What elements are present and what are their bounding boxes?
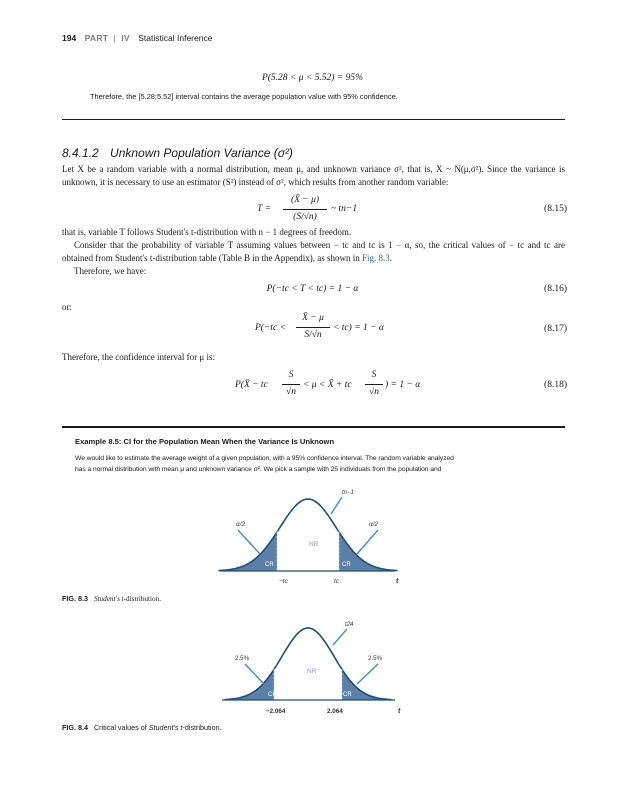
example-text-line1: We would like to estimate the average weight of a given population, with a 95% confidence interval. The random variable analyzed [75, 455, 454, 462]
paragraph-therefore: Therefore, we have: [74, 266, 147, 276]
paragraph-intro: Let X be a random variable with a normal distribution, mean μ, and unknown variance σ², that is, X ~ N(μ,σ²). Since the variance is unknown, it is necessary to use an estimator (S²) instead of σ², which results from another random variable: [62, 164, 565, 187]
equation-number-8-16: (8.16) [544, 284, 567, 294]
fig83-curve [218, 499, 397, 571]
fig84-arrow-right [357, 664, 378, 684]
eq817-fraction-bar [296, 327, 330, 328]
paragraph-confidence-interval: Therefore, the confidence interval for μ is: [62, 352, 216, 362]
fig84-caption-italic: Student's t [148, 723, 183, 732]
fig84-arrow-left [245, 664, 264, 684]
part-number: IV [121, 33, 130, 43]
eq817-numerator: X̄ − μ [302, 313, 324, 323]
critical-values-text: Consider that the probability of variable T assuming values between − tc and tc is 1 − α, so, the critical values of − tc and tc are obtained from Student's t-distribution table (Table B in the Appendix), as shown in [62, 240, 565, 263]
eq818-part3: ) = 1 − α [385, 380, 421, 390]
fig84-caption-label: FIG. 8.4 [62, 723, 88, 732]
equation-8-16: P(−tc < T < tc) = 1 − α [266, 284, 359, 294]
fig84-right-cr-label: CR [343, 692, 352, 698]
eq818-part1: P(X̄ − tc [235, 380, 268, 390]
figure-8-3 [0, 480, 625, 595]
part-label: PART [84, 33, 109, 43]
critical-values-end: . [389, 253, 392, 263]
eq815-fraction-bar [283, 209, 327, 210]
section-divider [62, 119, 565, 120]
eq815-rhs: ~ tn−1 [331, 204, 358, 214]
or-label: or: [62, 302, 72, 312]
fig-8-3-link[interactable]: Fig. 8.3 [361, 253, 390, 263]
paragraph-critical-values [62, 239, 565, 265]
fig83-right-critical-label: tc [334, 578, 340, 585]
fig83-left-critical-label: −tc [279, 578, 288, 585]
fig83-right-tail-label: α/2 [369, 521, 379, 528]
paragraph-student-t: that is, variable T follows Student's t-distribution with n − 1 degrees of freedom. [62, 227, 352, 237]
running-head [62, 33, 212, 43]
example-text-line2: has a normal distribution with mean μ and unknown variance σ². We pick a sample with 25 individuals from the population and [75, 466, 442, 473]
probability-equation: P(5.28 < μ < 5.52) = 95% [261, 73, 364, 83]
fig84-curve [225, 628, 391, 700]
equation-number-8-18: (8.18) [544, 380, 567, 390]
eq818-frac2-num: S [371, 370, 377, 380]
fig83-caption-label: FIG. 8.3 [62, 594, 88, 603]
fig83-right-cr-label: CR [342, 562, 351, 568]
fig83-caption-italic: Student's t [93, 595, 124, 603]
fig84-caption-plain: Critical values of [93, 723, 147, 732]
fig83-nr-label: NR [309, 541, 319, 548]
fig84-left-tail-label: 2.5% [235, 655, 250, 662]
section-heading [62, 146, 293, 160]
part-title: Statistical Inference [138, 33, 213, 43]
example-title: Example 8.5: CI for the Population Mean When the Variance Is Unknown [75, 437, 335, 446]
fig-8-4-caption [62, 723, 222, 732]
eq815-lhs: T = [257, 204, 271, 214]
eq817-rhs: < tc) = 1 − α [333, 323, 384, 333]
eq817-lhs: P(−tc < [255, 323, 287, 333]
fig84-nr-label: NR [307, 668, 317, 675]
figure-8-4 [0, 612, 625, 722]
fig84-caption-rest: -distribution. [182, 723, 222, 732]
equation-8-17 [255, 312, 395, 348]
fig84-right-tail-label: 2.5% [368, 655, 383, 662]
eq815-numerator: (X̄ − μ) [290, 195, 320, 205]
equation-number-8-15: (8.15) [544, 204, 567, 214]
conclusion-text: Therefore, the [5.28;5.52] interval contains the average population value with 95% confidence. [90, 92, 398, 101]
fig83-caption-rest: -distribution. [123, 595, 161, 603]
fig84-axis-label: t [398, 708, 401, 715]
eq818-frac1-bar [282, 384, 300, 385]
fig83-top-label: tn−1 [342, 490, 354, 496]
eq817-denominator: S/√n [304, 330, 322, 340]
equation-8-15 [257, 195, 397, 229]
fig83-arrow-right [357, 530, 378, 554]
eq818-frac1-num: S [288, 370, 294, 380]
equation-number-8-17: (8.17) [544, 324, 567, 334]
fig84-left-tail-fill [225, 669, 274, 700]
part-separator: | [113, 33, 116, 43]
fig83-axis-label: t [396, 578, 399, 585]
eq818-frac1-den: √n [286, 387, 296, 397]
fig84-top-label: t24 [345, 622, 354, 628]
equation-8-18 [235, 369, 435, 405]
example-divider [62, 426, 565, 428]
fig84-arrow-top [333, 629, 347, 645]
section-title: Unknown Population Variance (σ²) [110, 146, 293, 160]
section-number: 8.4.1.2 [62, 146, 99, 160]
eq818-part2: < μ < X̄ + tc [303, 380, 352, 390]
fig-8-3-caption [62, 594, 161, 603]
eq818-frac2-den: √n [369, 387, 379, 397]
fig83-left-tail-label: α/2 [236, 521, 246, 528]
page-number: 194 [62, 33, 77, 43]
fig83-arrow-left [238, 530, 260, 554]
fig83-left-cr-label: CR [265, 562, 274, 568]
fig83-arrow-top [331, 497, 342, 514]
fig84-right-critical-label: 2.064 [327, 708, 343, 715]
fig84-left-critical-label: −2.064 [266, 708, 286, 715]
eq818-frac2-bar [365, 384, 383, 385]
eq815-denominator: (S/√n) [293, 212, 317, 222]
fig84-left-cr-label: CR [268, 692, 277, 698]
